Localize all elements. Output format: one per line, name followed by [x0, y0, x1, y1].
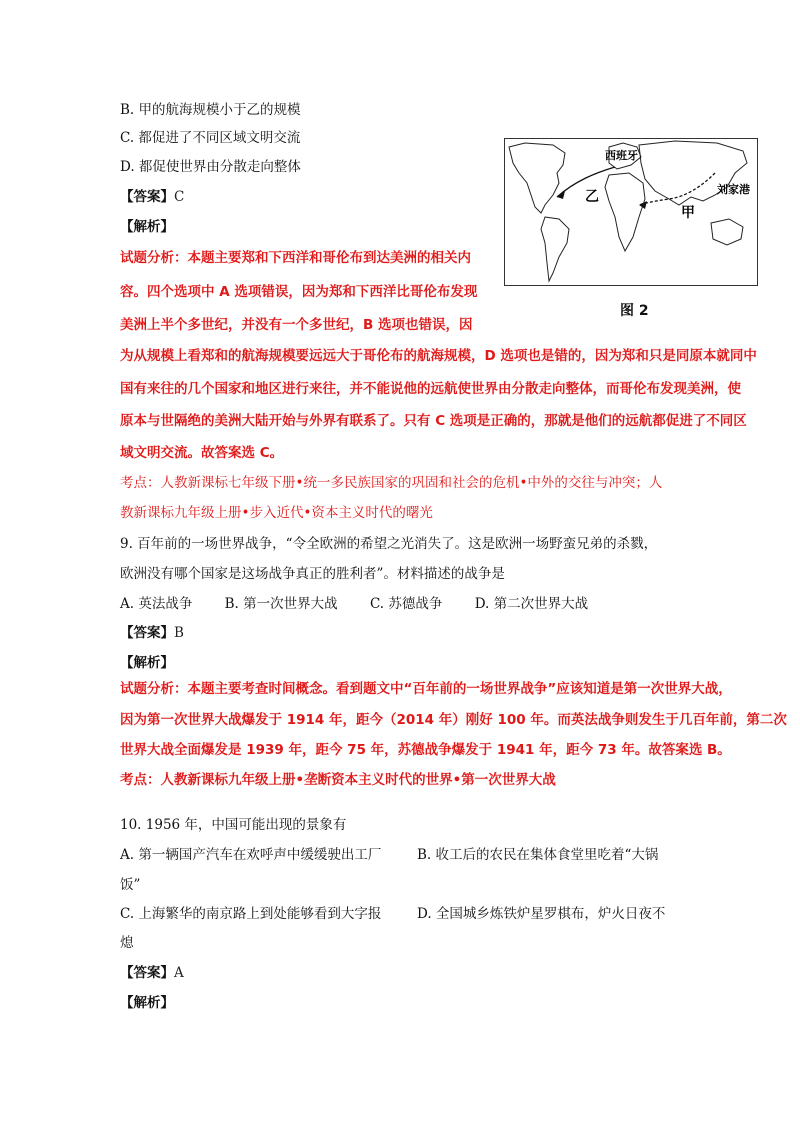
answer-tag: 【答案】: [120, 189, 174, 205]
q9-option-d: D. 第二次世界大战: [474, 596, 589, 612]
north-america-outline: [509, 143, 565, 213]
q9-options: [120, 595, 588, 613]
q9-option-a: A. 英法战争: [120, 596, 193, 612]
q9-analysis-line: 世界大战全面爆发是 1939 年，距今 75 年，苏德战争爆发于 1941 年，距今 73 年。故答案选 B。: [120, 742, 731, 758]
q8-option-b: B. 甲的航海规模小于乙的规模: [120, 102, 301, 118]
answer-value: A: [174, 965, 184, 981]
q9-option-c: C. 苏德战争: [369, 596, 443, 612]
q9-stem-line: 欧洲没有哪个国家是这场战争真正的胜利者”。材料描述的战争是: [120, 566, 505, 582]
answer-value: B: [174, 625, 184, 641]
world-map-figure: [504, 138, 758, 286]
answer-tag: 【答案】: [120, 965, 174, 981]
label-jia: 甲: [681, 205, 695, 221]
q8-answer: [120, 188, 184, 206]
figure-caption: 图 2: [620, 303, 649, 319]
africa-outline: [605, 173, 645, 251]
q9-analysis-line: 试题分析：本题主要考查时间概念。看到题文中“百年前的一场世界战争”应该知道是第一次世界大战，: [120, 681, 732, 697]
q8-analysis-tag: 【解析】: [120, 219, 174, 235]
q9-analysis-line: 考点：人教新课标九年级上册•垄断资本主义时代的世界•第一次世界大战: [120, 772, 556, 788]
q8-analysis-line: 国有来往的几个国家和地区进行来往，并不能说他的远航使世界由分散走向整体，而哥伦布发现美洲，使: [120, 381, 741, 397]
q9-stem-line: 9. 百年前的一场世界战争，“令全欧洲的希望之光消失了。这是欧洲一场野蛮兄弟的杀戮，: [120, 536, 658, 552]
q10-option-c: C. 上海繁华的南京路上到处能够看到大字报: [120, 906, 382, 922]
q10-answer: [120, 964, 184, 982]
label-yi: 乙: [585, 189, 599, 205]
q10-stem: 10. 1956 年，中国可能出现的景象有: [120, 817, 347, 833]
q8-analysis-line: 为从规模上看郑和的航海规模要远远大于哥伦布的航海规模，D 选项也是错的，因为郑和只是同原本就同中: [120, 348, 757, 364]
q8-analysis-line: 美洲上半个多世纪，并没有一个多世纪，B 选项也错误，因: [120, 317, 473, 333]
q8-option-c: C. 都促进了不同区域文明交流: [120, 130, 301, 146]
q8-analysis-line: 原本与世隔绝的美洲大陆开始与外界有联系了。只有 C 选项是正确的，那就是他们的远航都促进了不同区: [120, 413, 747, 429]
south-america-outline: [541, 217, 569, 281]
q9-analysis-line: 因为第一次世界大战爆发于 1914 年，距今（2014 年）刚好 100 年。而英法战争则发生于几百年前，第二次: [120, 712, 787, 728]
q10-analysis-tag: 【解析】: [120, 995, 174, 1011]
q8-kaodian-line: 教新课标九年级上册•步入近代•资本主义时代的曙光: [120, 505, 433, 521]
q9-analysis-tag: 【解析】: [120, 655, 174, 671]
q9-option-b: B. 第一次世界大战: [224, 596, 338, 612]
label-liujiagang: 刘家港: [717, 183, 750, 196]
world-map-drawing: [505, 139, 757, 285]
columbus-route-arrow: [557, 191, 565, 199]
q8-kaodian-line: 考点：人教新课标七年级下册•统一多民族国家的巩固和社会的危机•中外的交往与冲突；人: [120, 475, 663, 491]
q8-analysis-line: 域文明交流。故答案选 C。: [120, 445, 284, 461]
q9-answer: [120, 624, 184, 642]
answer-tag: 【答案】: [120, 625, 174, 641]
q8-analysis-line: 容。四个选项中 A 选项错误，因为郑和下西洋比哥伦布发现: [120, 284, 478, 300]
label-spain: 西班牙: [605, 149, 638, 162]
q10-option-d-cont: 熄: [120, 935, 134, 951]
q10-option-b-cont: 饭”: [120, 877, 141, 893]
zheng-he-route-arrow: [639, 201, 647, 209]
answer-value: C: [174, 189, 185, 205]
q10-option-b: B. 收工后的农民在集体食堂里吃着“大锅: [417, 847, 659, 863]
australia-outline: [711, 219, 743, 245]
q8-analysis-line: 试题分析：本题主要郑和下西洋和哥伦布到达美洲的相关内: [120, 250, 471, 266]
q8-option-d: D. 都促使世界由分散走向整体: [120, 159, 301, 175]
q10-option-d: D. 全国城乡炼铁炉星罗棋布，炉火日夜不: [417, 906, 666, 922]
q10-option-a: A. 第一辆国产汽车在欢呼声中缓缓驶出工厂: [120, 847, 382, 863]
